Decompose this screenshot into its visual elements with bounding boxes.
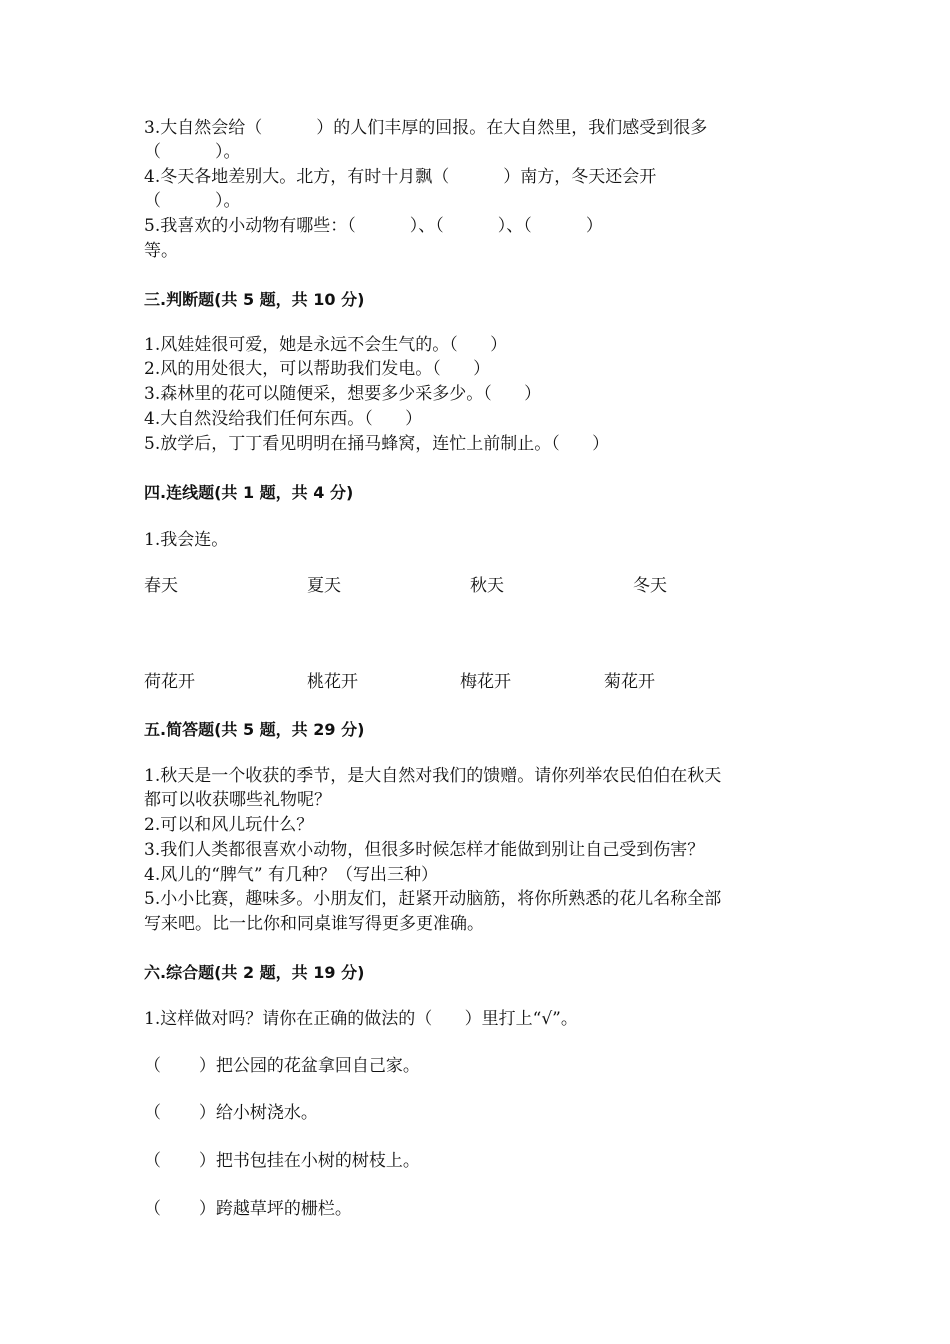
fill-q3-line2: （ ）。	[144, 142, 241, 162]
judge-item-1: 1.风娃娃很可爱，她是永远不会生气的。（ ）	[144, 335, 508, 355]
judge-section-heading: 三.判断题(共 5 题，共 10 分)	[144, 290, 365, 309]
judge-item-5: 5.放学后，丁丁看见明明在捅马蜂窝，连忙上前制止。（ ）	[144, 434, 610, 454]
fill-q4-line1: 4.冬天各地差别大。北方，有时十月飘（ ）南方，冬天还会开	[144, 167, 657, 187]
comprehensive-option-3: （ ）把书包挂在小树的树枝上。	[144, 1151, 420, 1171]
judge-item-4: 4.大自然没给我们任何东西。（ ）	[144, 409, 423, 429]
match-prompt: 1.我会连。	[144, 530, 229, 550]
short-answer-heading: 五.简答题(共 5 题，共 29 分)	[144, 720, 365, 739]
comprehensive-prompt: 1.这样做对吗？请你在正确的做法的（ ）里打上“√”。	[144, 1009, 578, 1029]
comprehensive-option-1: （ ）把公园的花盆拿回自己家。	[144, 1056, 420, 1076]
flower-chrysanthemum: 菊花开	[604, 672, 655, 692]
match-section-heading: 四.连线题(共 1 题，共 4 分)	[144, 483, 354, 502]
flower-peach: 桃花开	[307, 672, 358, 692]
season-autumn: 秋天	[470, 576, 504, 596]
fill-q5-line2: 等。	[144, 241, 178, 261]
short-answer-line-7: 写来吧。比一比你和同桌谁写得更多更准确。	[144, 914, 484, 934]
comprehensive-option-2: （ ）给小树浇水。	[144, 1103, 318, 1123]
judge-item-3: 3.森林里的花可以随便采，想要多少采多少。（ ）	[144, 384, 542, 404]
short-answer-line-5: 4.风儿的“脾气” 有几种？（写出三种）	[144, 865, 439, 885]
flower-plum: 梅花开	[460, 672, 511, 692]
season-spring: 春天	[144, 576, 178, 596]
season-winter: 冬天	[633, 576, 667, 596]
comprehensive-heading: 六.综合题(共 2 题，共 19 分)	[144, 963, 365, 982]
short-answer-line-1: 1.秋天是一个收获的季节，是大自然对我们的馈赠。请你列举农民伯伯在秋天	[144, 766, 722, 786]
fill-q4-line2: （ ）。	[144, 191, 241, 211]
short-answer-line-3: 2.可以和风儿玩什么？	[144, 815, 314, 835]
comprehensive-option-4: （ ）跨越草坪的栅栏。	[144, 1199, 352, 1219]
flower-lotus: 荷花开	[144, 672, 195, 692]
short-answer-line-4: 3.我们人类都很喜欢小动物，但很多时候怎样才能做到别让自己受到伤害？	[144, 840, 705, 860]
short-answer-line-2: 都可以收获哪些礼物呢？	[144, 790, 331, 810]
fill-q3-line1: 3.大自然会给（ ）的人们丰厚的回报。在大自然里，我们感受到很多	[144, 118, 708, 138]
judge-item-2: 2.风的用处很大，可以帮助我们发电。（ ）	[144, 359, 491, 379]
season-summer: 夏天	[307, 576, 341, 596]
fill-q5-line1: 5.我喜欢的小动物有哪些：（ ）、（ ）、（ ）	[144, 216, 603, 236]
short-answer-line-6: 5.小小比赛，趣味多。小朋友们，赶紧开动脑筋，将你所熟悉的花儿名称全部	[144, 889, 722, 909]
